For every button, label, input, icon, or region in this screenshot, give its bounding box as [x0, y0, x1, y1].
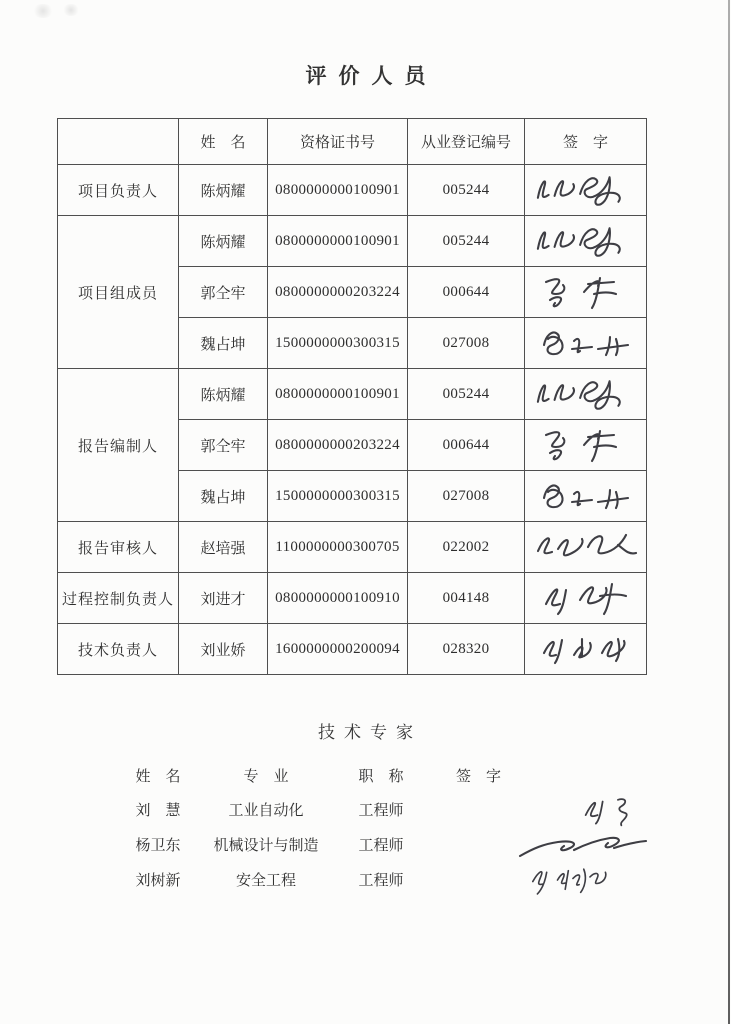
- signature-chen-bingyao: [531, 219, 641, 263]
- signature-cell: [525, 369, 647, 420]
- expert-major: 工业自动化: [228, 803, 304, 819]
- signature-chen-bingyao: [531, 372, 641, 416]
- page-title: 评价人员: [305, 64, 438, 88]
- expert-name: 杨卫东: [135, 838, 181, 854]
- signature-liu-yejiao: [536, 627, 636, 671]
- experts-header-row: [0, 758, 731, 792]
- table-row: [58, 369, 647, 420]
- signature-cell: [525, 471, 647, 522]
- signature-wei-zhankun: [536, 321, 636, 365]
- expert-major: 安全工程: [235, 873, 296, 889]
- signature-liu-shuxin: [508, 863, 658, 897]
- certificate-cell: 0800000000203224: [268, 267, 408, 318]
- expert-major: 机械设计与制造: [213, 838, 319, 854]
- signature-cell: [525, 624, 647, 675]
- certificate-cell: 1500000000300315: [268, 471, 408, 522]
- signature-cell: [525, 267, 647, 318]
- personnel-table: [57, 118, 647, 675]
- registration-cell: 005244: [408, 369, 525, 420]
- signature-chen-bingyao: [531, 168, 641, 212]
- registration-cell: 028320: [408, 624, 525, 675]
- signature-yang-weidong: [514, 828, 654, 862]
- header-signature: 签 字: [525, 119, 647, 165]
- header-role: [58, 119, 179, 165]
- certificate-cell: 1100000000300705: [268, 522, 408, 573]
- signature-cell: [428, 793, 731, 827]
- scan-smudge: [32, 4, 54, 18]
- certificate-cell: 0800000000100901: [268, 165, 408, 216]
- signature-liu-hui: [567, 793, 657, 827]
- table-row: [58, 573, 647, 624]
- table-row: [58, 624, 647, 675]
- registration-cell: 000644: [408, 420, 525, 471]
- name-cell: 魏占坤: [179, 318, 268, 369]
- registration-cell: 005244: [408, 216, 525, 267]
- table-row: [58, 165, 647, 216]
- expert-job-title: 工程师: [358, 873, 404, 889]
- certificate-cell: 0800000000100901: [268, 369, 408, 420]
- name-cell: 刘进才: [179, 573, 268, 624]
- signature-cell: [428, 828, 731, 862]
- name-cell: 陈炳耀: [179, 369, 268, 420]
- registration-cell: 027008: [408, 471, 525, 522]
- signature-guo-tonglao: [536, 270, 636, 314]
- header-name: 姓 名: [179, 119, 268, 165]
- signature-cell: [525, 165, 647, 216]
- name-cell: 刘业娇: [179, 624, 268, 675]
- name-cell: 赵培强: [179, 522, 268, 573]
- table-row: [58, 522, 647, 573]
- certificate-cell: 0800000000203224: [268, 420, 408, 471]
- expert-job-title: 工程师: [358, 838, 404, 854]
- signature-cell: [525, 522, 647, 573]
- role-cell: 过程控制负责人: [58, 573, 179, 624]
- registration-cell: 000644: [408, 267, 525, 318]
- certificate-cell: 0800000000100910: [268, 573, 408, 624]
- expert-row: [0, 792, 731, 827]
- experts-header-job-title: 职 称: [358, 768, 404, 785]
- role-cell: 项目负责人: [58, 165, 179, 216]
- expert-row: [0, 827, 731, 862]
- table-header-row: [58, 119, 647, 165]
- role-cell: 报告编制人: [58, 369, 179, 522]
- signature-cell: [525, 420, 647, 471]
- name-cell: 魏占坤: [179, 471, 268, 522]
- header-certificate-no: 资格证书号: [268, 119, 408, 165]
- experts-list: [0, 758, 731, 897]
- role-cell: 技术负责人: [58, 624, 179, 675]
- header-registration-no: 从业登记编号: [408, 119, 525, 165]
- signature-liu-jincai: [536, 576, 636, 620]
- role-cell: 报告审核人: [58, 522, 179, 573]
- signature-cell: [525, 573, 647, 624]
- experts-header-name: 姓 名: [135, 768, 181, 785]
- signature-cell: [525, 318, 647, 369]
- registration-cell: 004148: [408, 573, 525, 624]
- registration-cell: 027008: [408, 318, 525, 369]
- signature-cell: [428, 863, 731, 897]
- signature-zhao-peiqiang: [530, 525, 642, 569]
- name-cell: 郭仝牢: [179, 267, 268, 318]
- role-cell: 项目组成员: [58, 216, 179, 369]
- registration-cell: 005244: [408, 165, 525, 216]
- expert-name: 刘 慧: [135, 803, 181, 819]
- expert-name: 刘树新: [135, 873, 181, 889]
- experts-header-signature: 签 字: [456, 768, 502, 785]
- experts-section-title: 技术专家: [318, 723, 422, 742]
- signature-guo-tonglao: [536, 423, 636, 467]
- name-cell: 郭仝牢: [179, 420, 268, 471]
- scan-smudge: [62, 4, 80, 16]
- expert-job-title: 工程师: [358, 803, 404, 819]
- certificate-cell: 0800000000100901: [268, 216, 408, 267]
- expert-row: [0, 862, 731, 897]
- experts-header-major: 专 业: [243, 768, 289, 785]
- certificate-cell: 1500000000300315: [268, 318, 408, 369]
- signature-cell: [525, 216, 647, 267]
- certificate-cell: 1600000000200094: [268, 624, 408, 675]
- registration-cell: 022002: [408, 522, 525, 573]
- name-cell: 陈炳耀: [179, 165, 268, 216]
- signature-wei-zhankun: [536, 474, 636, 518]
- table-row: [58, 216, 647, 267]
- name-cell: 陈炳耀: [179, 216, 268, 267]
